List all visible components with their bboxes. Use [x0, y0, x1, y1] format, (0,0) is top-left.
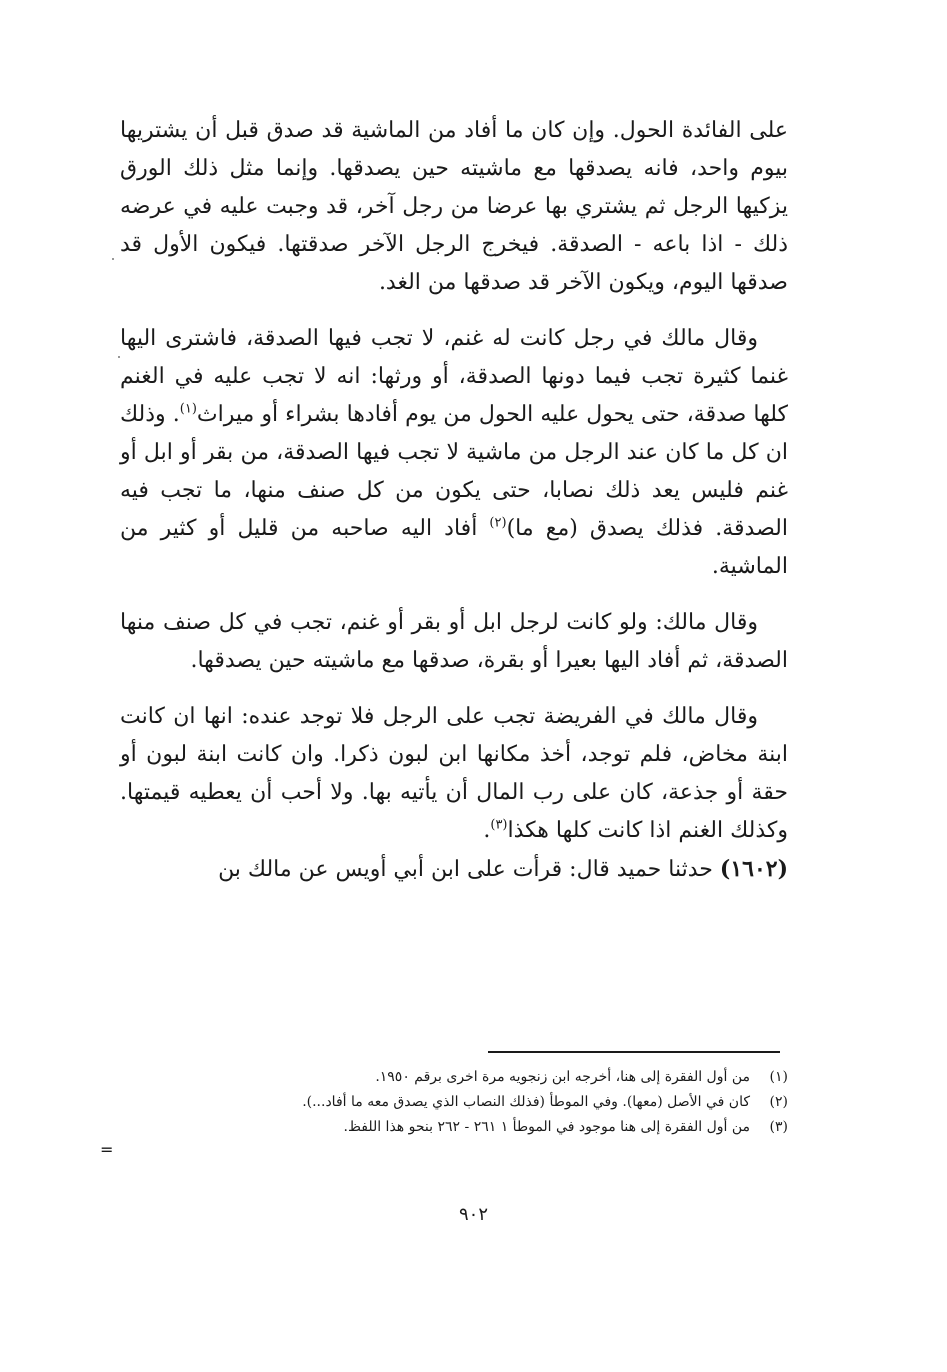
footnote-2: [120, 1090, 788, 1115]
body-text: [120, 112, 788, 889]
footnotes: [120, 1065, 788, 1140]
scan-speck: [118, 356, 120, 358]
paragraph-4: وقال مالك في الفريضة تجب على الرجل فلا توجد عنده: انها ان كانت ابنة مخاض، فلم توجد، أخذ مكانها ابن لبون ذكرا. وان كانت ابنة لبون أو حقة أو جذعة، كان على رب المال أن يأتيه بها. ولا أحب أن يعطيه قيمتها. وكذلك الغنم اذا كانت كلها هكذا$^{(٣)}$. (١٦٠٢) حدثنا حميد قال: قرأت على ابن أبي أويس عن مالك بن: [120, 704, 788, 882]
paragraph-3: [120, 604, 788, 680]
footnote-3: [120, 1115, 788, 1140]
paragraph-4-text: وقال مالك في الفريضة تجب على الرجل فلا توجد عنده: انها ان كانت ابنة مخاض، فلم توجد، أخذ مكانها ابن لبون ذكرا. وان كانت ابنة لبون أو حقة أو جذعة، كان على رب المال أن يأتيه بها. ولا أحب أن يعطيه قيمتها. وكذلك الغنم اذا كانت كلها هكذا: [120, 704, 788, 843]
footnote-2-number: (٢): [769, 1094, 788, 1110]
paragraph-2-text-a: وقال مالك في رجل كانت له غنم، لا تجب فيها الصدقة، فاشترى اليها غنما كثيرة تجب فيما دونها الصدقة، أو ورثها: انه لا تجب عليه في الغنم كلها صدقة، حتى يحول عليه الحول من يوم أفادها بشراء أو ميراث: [120, 326, 789, 427]
hadith-number: (١٦٠٢): [719, 856, 788, 882]
footnote-1-number: (١): [769, 1069, 788, 1085]
page-number: ٩٠٢: [458, 1204, 488, 1225]
continuation-mark: =: [100, 1140, 114, 1159]
footnote-1-text: من أول الفقرة إلى هنا، أخرجه ابن زنجويه مرة اخرى برقم ١٩٥٠.: [375, 1069, 750, 1085]
footnote-ref-2[interactable]: (٢): [489, 515, 507, 531]
footnote-1: [120, 1065, 788, 1090]
footnote-ref-3[interactable]: (٣): [490, 817, 508, 833]
paragraph-1-text: على الفائدة الحول. وإن كان ما أفاد من الماشية قد صدق قبل أن يشتريها بيوم واحد، فانه يصدقها مع ماشيته حين يصدقها. وإنما مثل ذلك الورق يزكيها الرجل ثم يشتري بها عرضا من رجل آخر، قد وجبت عليه في عرضه ذلك - اذا باعه - الصدقة. فيخرج الرجل الآخر صدقتها. فيكون الأول قد صدقها اليوم، ويكون الآخر قد صدقها من الغد.: [120, 118, 788, 295]
footnote-2-text: كان في الأصل (معها). وفي الموطأ (فذلك النصاب الذي يصدق معه ما أفاد...).: [302, 1094, 750, 1110]
scan-speck: [112, 258, 114, 260]
footnote-3-number: (٣): [769, 1119, 788, 1135]
paragraph-1: [120, 112, 788, 302]
footnote-ref-1[interactable]: (١): [179, 401, 197, 417]
paragraph-2-text-c: أفاد اليه صاحبه من قليل أو كثير من الماشية.: [120, 516, 788, 579]
footnote-3-text: من أول الفقرة إلى هنا موجود في الموطأ ١ ٢٦١ - ٢٦٢ بنحو هذا اللفظ.: [343, 1119, 750, 1135]
paragraph-2: [120, 320, 788, 586]
paragraph-3-text: وقال مالك: ولو كانت لرجل ابل أو بقر أو غنم، تجب في كل صنف منها الصدقة، ثم أفاد اليها بعيرا أو بقرة، صدقها مع ماشيته حين يصدقها.: [120, 610, 788, 673]
paragraph-5-text: حدثنا حميد قال: قرأت على ابن أبي أويس عن مالك بن: [218, 857, 720, 882]
paragraph-2-text-b: . وذلك ان كل ما كان عند الرجل من ماشية لا تجب فيها الصدقة، من بقر أو ابل أو غنم فليس يعد ذلك نصابا، حتى يكون من كل صنف منها، ما تجب فيه الصدقة. فذلك يصدق (مع ما): [120, 402, 788, 541]
footnote-separator: [488, 1051, 780, 1053]
